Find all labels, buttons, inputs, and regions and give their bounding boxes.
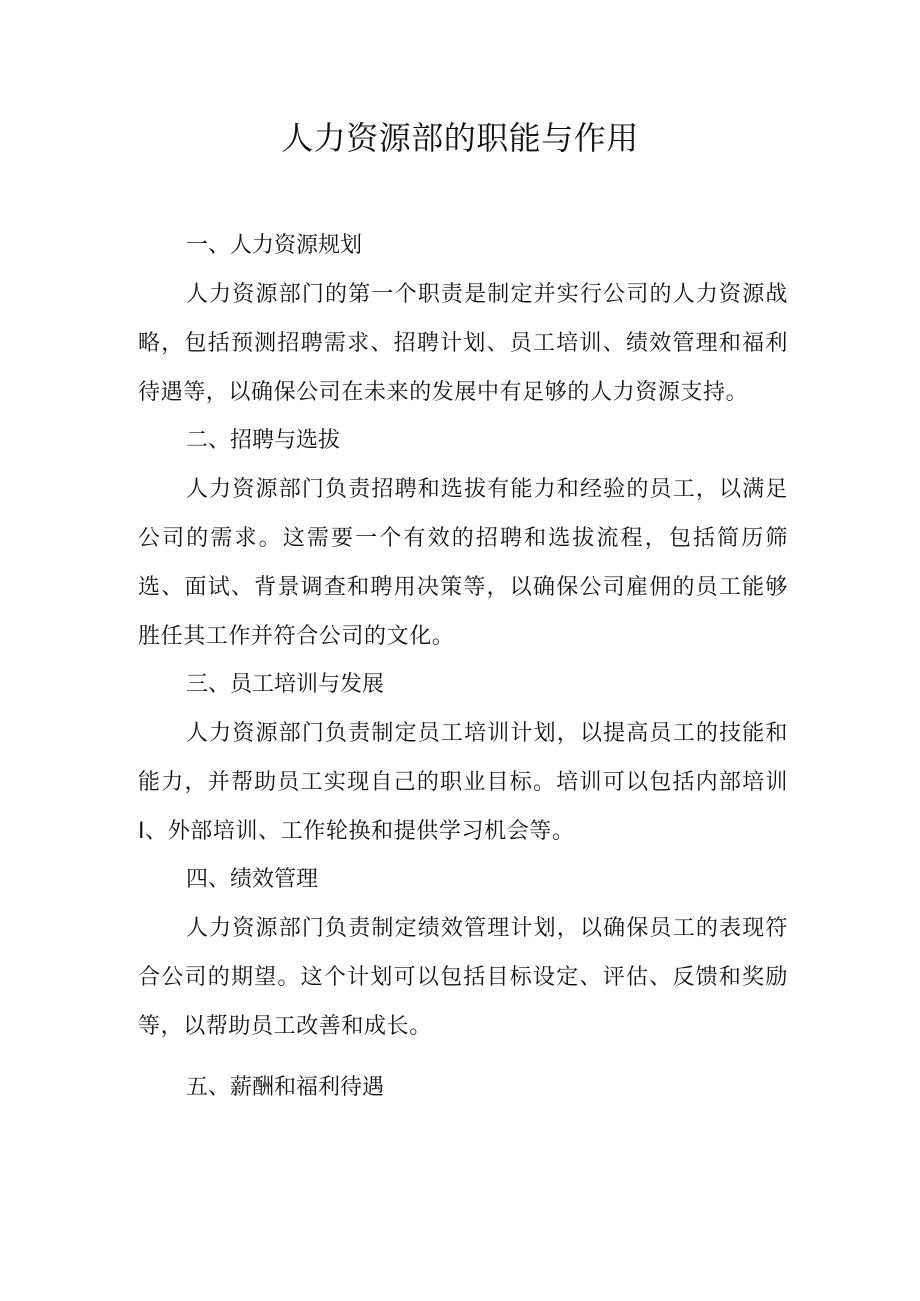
section-spacer [138,1051,788,1064]
section-paragraph-4: 人力资源部门负责制定绩效管理计划，以确保员工的表现符合公司的期望。这个计划可以包括目标设定、评估、反馈和奖励等，以帮助员工改善和成长。 [138,916,788,1039]
section-heading-5: 五、薪酬和福利待遇 [186,1075,385,1100]
section-heading-3: 三、员工培训与发展 [186,672,385,697]
section-paragraph-1: 人力资源部门的第一个职责是制定并实行公司的人力资源战略，包括预测招聘需求、招聘计划、员工培训、绩效管理和福利待遇等，以确保公司在未来的发展中有足够的人力资源支持。 [138,282,788,405]
section-heading-4: 四、绩效管理 [186,867,319,892]
page-title: 人力资源部的职能与作用 [281,119,639,157]
section-heading-1: 一、人力资源规划 [186,233,363,258]
section-heading-2: 二、招聘与选拔 [186,428,341,453]
section-paragraph-3: 人力资源部门负责制定员工培训计划，以提高员工的技能和能力，并帮助员工实现自己的职业目标。培训可以包括内部培训I、外部培训、工作轮换和提供学习机会等。 [138,721,788,844]
document-body [138,222,788,1112]
section-paragraph-2: 人力资源部门负责招聘和选拔有能力和经验的员工，以满足公司的需求。这需要一个有效的招聘和选拔流程，包括简历筛选、面试、背景调查和聘用决策等，以确保公司雇佣的员工能够胜任其工作并符合公司的文化。 [138,477,788,649]
